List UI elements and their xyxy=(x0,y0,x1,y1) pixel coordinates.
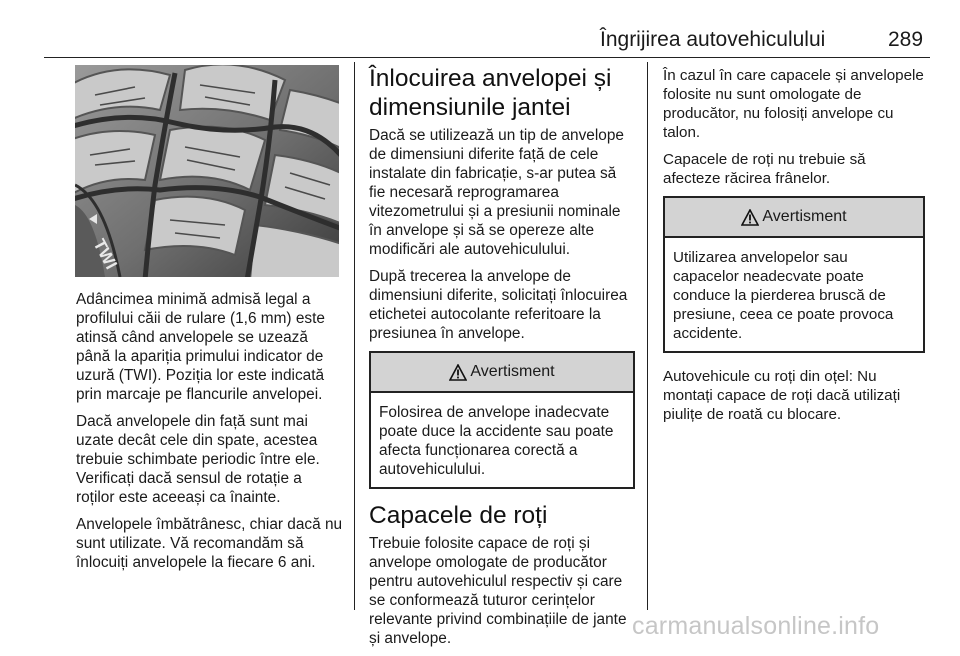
paragraph: Trebuie folosite capace de roți și anvelope omologate de producător pentru autovehiculul respectiv și care se conformează tuturor cerințelor relevante privind combinațiile de jante și anvelope. xyxy=(369,535,627,647)
warning-box xyxy=(369,351,635,489)
paragraph: Adâncimea minimă admisă legal a profilului căii de rulare (1,6 mm) este atinsă când anvelopele se uzează până la apariția primului indicator de uzură (TWI). Poziția lor este indicată prin marcaje pe flancurile anvelopei. xyxy=(76,291,325,403)
warning-title: Avertisment xyxy=(762,208,847,225)
paragraph: Anvelopele îmbătrânesc, chiar dacă nu sunt utilizate. Vă recomandăm să înlocuiți anvelopele la fiecare 6 ani. xyxy=(76,516,343,571)
paragraph: Autovehicule cu roți din oțel: Nu montați capace de roți dacă utilizați piulițe de roată cu blocare. xyxy=(663,368,901,423)
warning-text: Utilizarea anvelopelor sau capacelor neadecvate poate conduce la pierderea bruscă de presiune, ceea ce poate provoca accidente. xyxy=(673,249,894,342)
column-divider-left xyxy=(354,62,355,610)
column-divider-right xyxy=(647,62,648,610)
column-2 xyxy=(369,64,635,656)
warning-header xyxy=(665,198,923,238)
tire-tread-photo xyxy=(75,65,339,277)
watermark: carmanualsonline.info xyxy=(632,612,880,640)
paragraph: Dacă anvelopele din față sunt mai uzate decât cele din spate, acestea trebuie schimbate periodic între ele. Verificați dacă sensul de rotație a roților este aceeași ca înainte. xyxy=(76,413,320,506)
warning-header xyxy=(371,353,633,393)
warning-triangle-icon xyxy=(741,209,759,226)
twi-label: TWI xyxy=(89,235,121,273)
paragraph: În cazul în care capacele și anvelopele folosite nu sunt omologate de producător, nu folosiți anvelope cu talon. xyxy=(663,67,924,141)
warning-title: Avertisment xyxy=(470,363,555,380)
column-3 xyxy=(663,66,925,432)
warning-text: Folosirea de anvelope inadecvate poate duce la accidente sau poate afecta funcționarea corectă a autovehiculului. xyxy=(379,404,614,478)
paragraph: După trecerea la anvelope de dimensiuni diferite, solicitați înlocuirea etichetei autocolante referitoare la presiunea în anvelope. xyxy=(369,268,628,342)
warning-box xyxy=(663,196,925,353)
warning-triangle-icon xyxy=(449,364,467,381)
column-1 xyxy=(76,290,344,580)
page-number: 289 xyxy=(888,28,924,51)
header-divider xyxy=(44,57,930,58)
section-heading: Capacele de roți xyxy=(369,502,548,529)
page-header-title: Îngrijirea autovehiculului xyxy=(600,28,826,51)
paragraph: Dacă se utilizează un tip de anvelope de dimensiuni diferite față de cele instalate din fabricație, s-ar putea să fie necesară reprogramarea vitezometrului și a presiunii nominale în anvelope și să se opereze alte modificări ale autovehiculului. xyxy=(369,127,624,258)
section-heading: Înlocuirea anvelopei și dimensiunile jantei xyxy=(369,65,612,121)
paragraph: Capacele de roți nu trebuie să afecteze răcirea frânelor. xyxy=(663,151,866,187)
